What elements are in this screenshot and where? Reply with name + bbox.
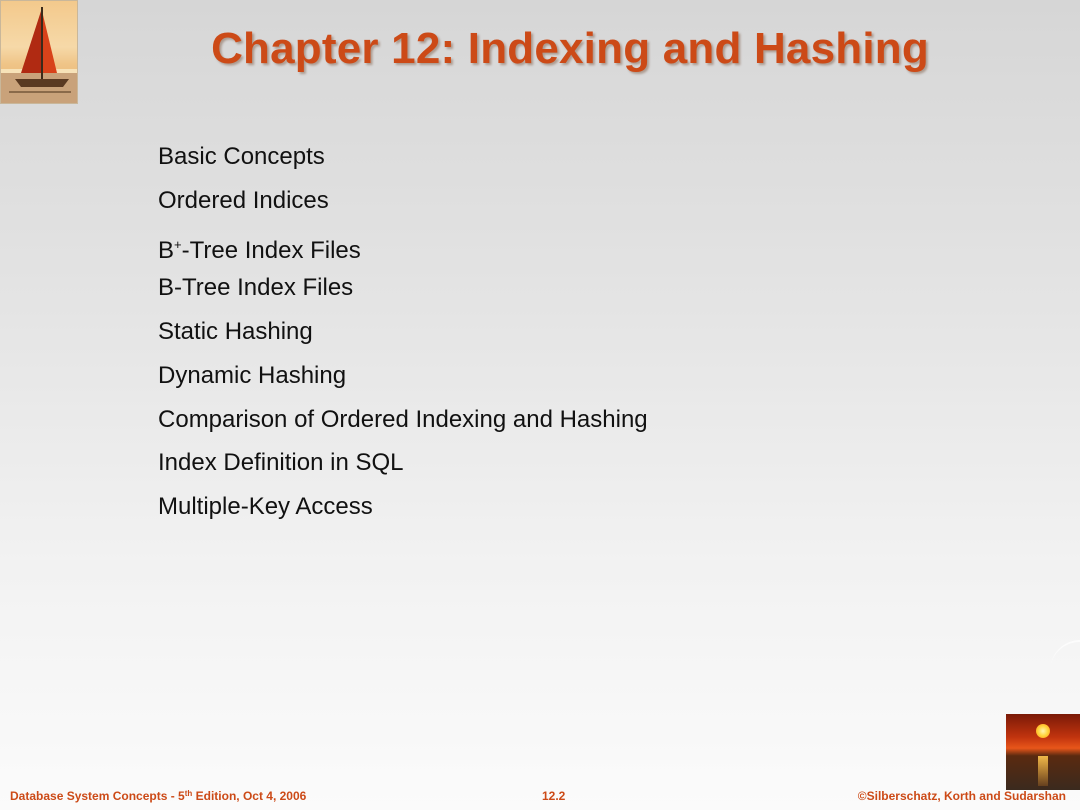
- footer-edition-sup: th: [184, 789, 193, 798]
- topic-item-text: -Tree Index Files: [181, 236, 361, 264]
- footer-book-title-text: Database System Concepts - 5: [10, 789, 185, 803]
- topic-list: [158, 140, 648, 534]
- sun-reflection: [1038, 756, 1048, 786]
- copyright-notice: ©Silberschatz, Korth and Sudarshan: [857, 789, 1066, 803]
- topic-item-text: B: [158, 236, 175, 264]
- topic-item-text: omparison of Ordered Indexing and Hashing: [175, 405, 648, 433]
- sunset-image-icon: [1006, 714, 1080, 790]
- topic-item: [158, 228, 648, 272]
- topic-item: [158, 140, 648, 184]
- topic-item: [158, 446, 648, 490]
- sun-icon: [1036, 724, 1050, 738]
- topic-item-sup: +: [174, 236, 182, 252]
- topic-item-text: ultiple-Key Access: [178, 493, 373, 520]
- topic-item-text: tatic Hashing: [174, 318, 313, 345]
- topic-item-text: ndex Definition in SQL: [164, 449, 404, 477]
- topic-item-text: S: [158, 318, 175, 345]
- topic-item-text: -Tree Index Files: [174, 274, 354, 302]
- footer-book-title: [10, 789, 306, 803]
- topic-item-text: rdered Indices: [176, 186, 329, 214]
- topic-item-text: O: [158, 186, 177, 214]
- slide-title: Chapter 12: Indexing and Hashing: [211, 24, 929, 73]
- topic-item-text: ynamic Hashing: [175, 361, 347, 389]
- page-number: 12.2: [542, 789, 566, 803]
- decorative-arc: [1050, 640, 1080, 702]
- topic-item-text: asic Concepts: [174, 143, 325, 170]
- topic-item-text: B: [158, 274, 175, 302]
- topic-item-text: M: [158, 493, 178, 520]
- topic-item-text: B: [158, 143, 175, 170]
- topic-item: [158, 184, 648, 228]
- topic-item: [158, 315, 648, 359]
- topic-item: [158, 271, 648, 315]
- topic-item-text: I: [158, 449, 165, 477]
- topic-item: [158, 490, 648, 534]
- topic-item: [158, 359, 648, 403]
- topic-item-text: D: [158, 361, 176, 389]
- topic-item: [158, 403, 648, 447]
- footer-edition-date: Edition, Oct 4, 2006: [192, 789, 307, 803]
- topic-item-text: C: [158, 405, 176, 433]
